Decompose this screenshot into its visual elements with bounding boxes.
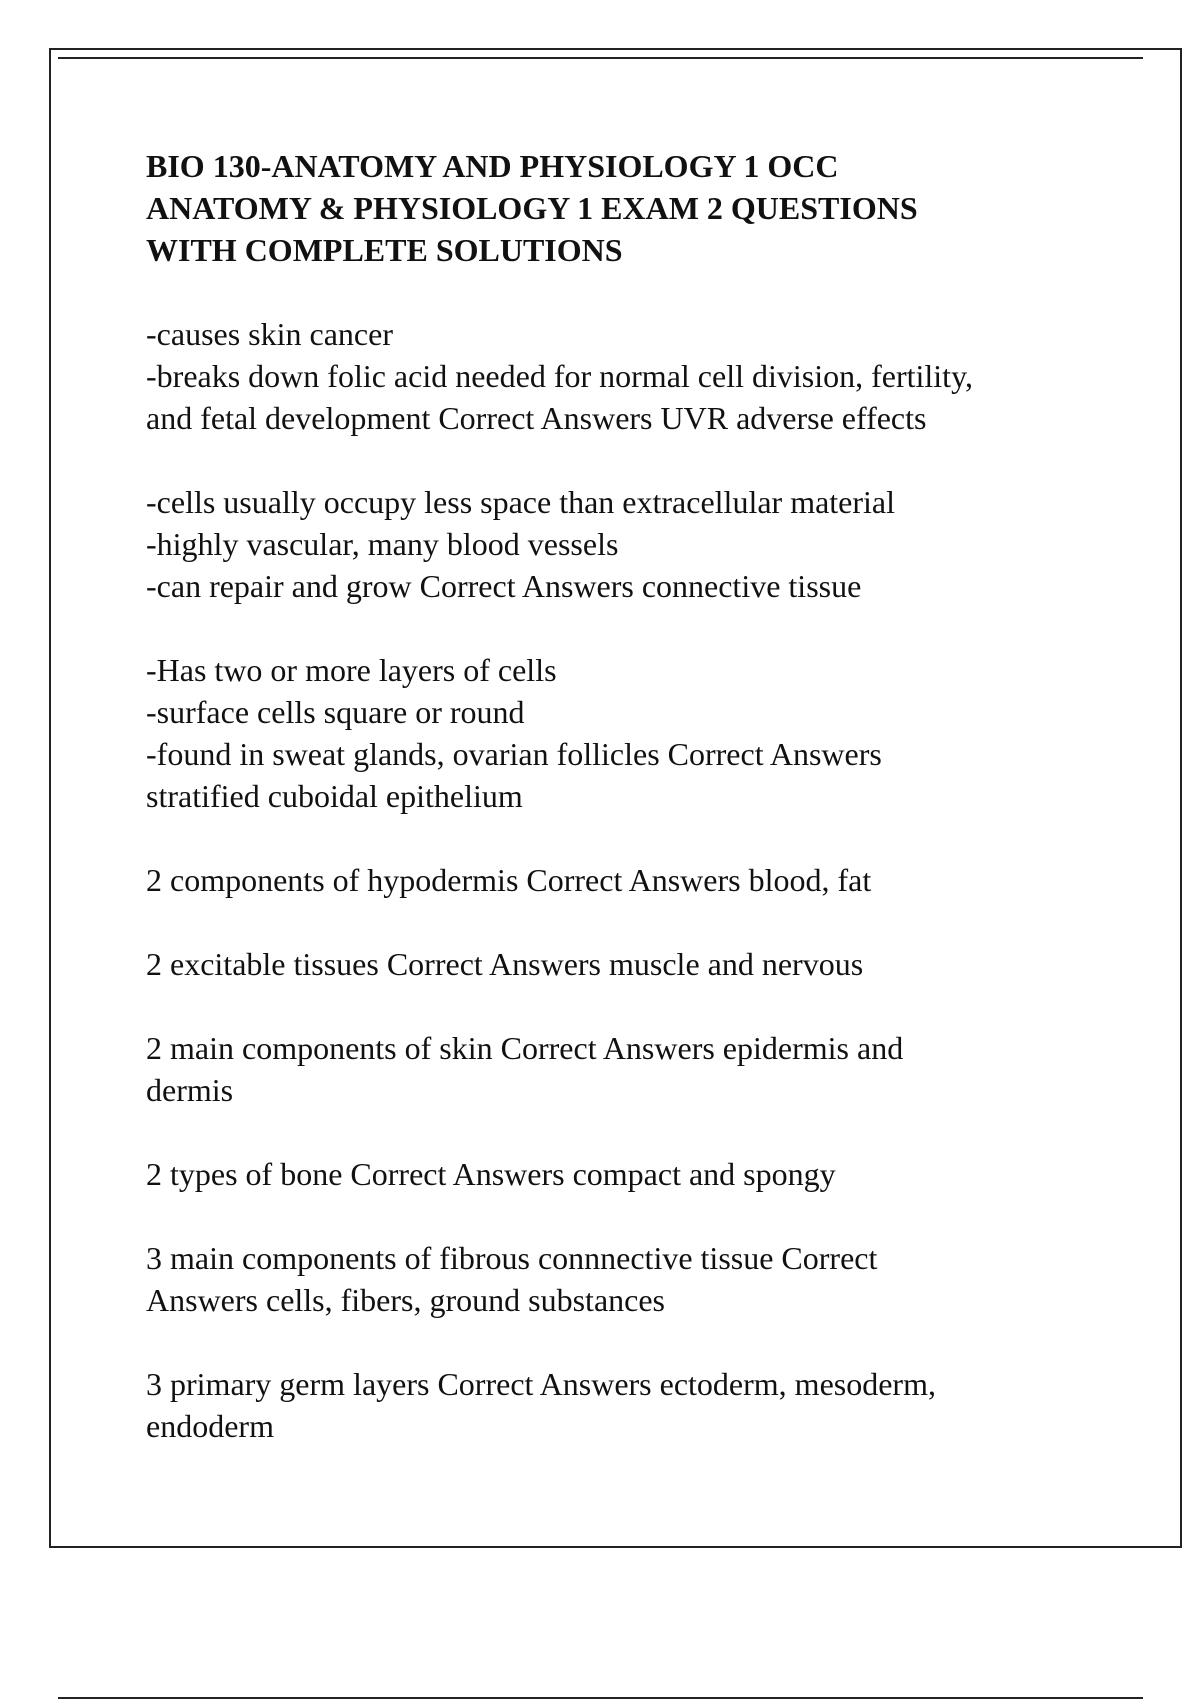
qa-item-connective-tissue bbox=[146, 481, 1116, 607]
qa-item-excitable-tissues bbox=[146, 943, 1116, 985]
title-line: ANATOMY & PHYSIOLOGY 1 EXAM 2 QUESTIONS bbox=[146, 190, 918, 226]
qa-line: stratified cuboidal epithelium bbox=[146, 778, 523, 814]
qa-item-uvr-adverse-effects bbox=[146, 313, 1116, 439]
qa-line: Answers cells, fibers, ground substances bbox=[146, 1282, 665, 1318]
qa-item-skin-components bbox=[146, 1027, 1116, 1111]
qa-item-hypodermis-components bbox=[146, 859, 1116, 901]
qa-line: -surface cells square or round bbox=[146, 694, 525, 730]
document-content bbox=[146, 145, 1116, 1489]
qa-line: 3 main components of fibrous connnective tissue Correct bbox=[146, 1240, 878, 1276]
qa-line: 2 excitable tissues Correct Answers muscle and nervous bbox=[146, 946, 864, 982]
qa-line: 2 components of hypodermis Correct Answers blood, fat bbox=[146, 862, 872, 898]
qa-line: endoderm bbox=[146, 1408, 274, 1444]
qa-line: 3 primary germ layers Correct Answers ectoderm, mesoderm, bbox=[146, 1366, 936, 1402]
bottom-rule bbox=[58, 1697, 1143, 1699]
qa-item-fibrous-connective-tissue bbox=[146, 1237, 1116, 1321]
qa-line: -cells usually occupy less space than extracellular material bbox=[146, 484, 896, 520]
qa-line: -causes skin cancer bbox=[146, 316, 393, 352]
qa-line: -breaks down folic acid needed for normal cell division, fertility, bbox=[146, 358, 973, 394]
qa-item-germ-layers bbox=[146, 1363, 1116, 1447]
qa-line: 2 types of bone Correct Answers compact and spongy bbox=[146, 1156, 836, 1192]
qa-line: dermis bbox=[146, 1072, 234, 1108]
title-line: WITH COMPLETE SOLUTIONS bbox=[146, 232, 623, 268]
qa-item-bone-types bbox=[146, 1153, 1116, 1195]
title-line: BIO 130-ANATOMY AND PHYSIOLOGY 1 OCC bbox=[146, 148, 839, 184]
qa-line: -Has two or more layers of cells bbox=[146, 652, 557, 688]
qa-line: -can repair and grow Correct Answers connective tissue bbox=[146, 568, 862, 604]
qa-line: and fetal development Correct Answers UVR adverse effects bbox=[146, 400, 927, 436]
top-rule bbox=[58, 57, 1143, 59]
document-title bbox=[146, 145, 1116, 271]
qa-line: 2 main components of skin Correct Answers epidermis and bbox=[146, 1030, 904, 1066]
qa-line: -found in sweat glands, ovarian follicles Correct Answers bbox=[146, 736, 882, 772]
qa-line: -highly vascular, many blood vessels bbox=[146, 526, 619, 562]
qa-item-stratified-cuboidal-epithelium bbox=[146, 649, 1116, 817]
